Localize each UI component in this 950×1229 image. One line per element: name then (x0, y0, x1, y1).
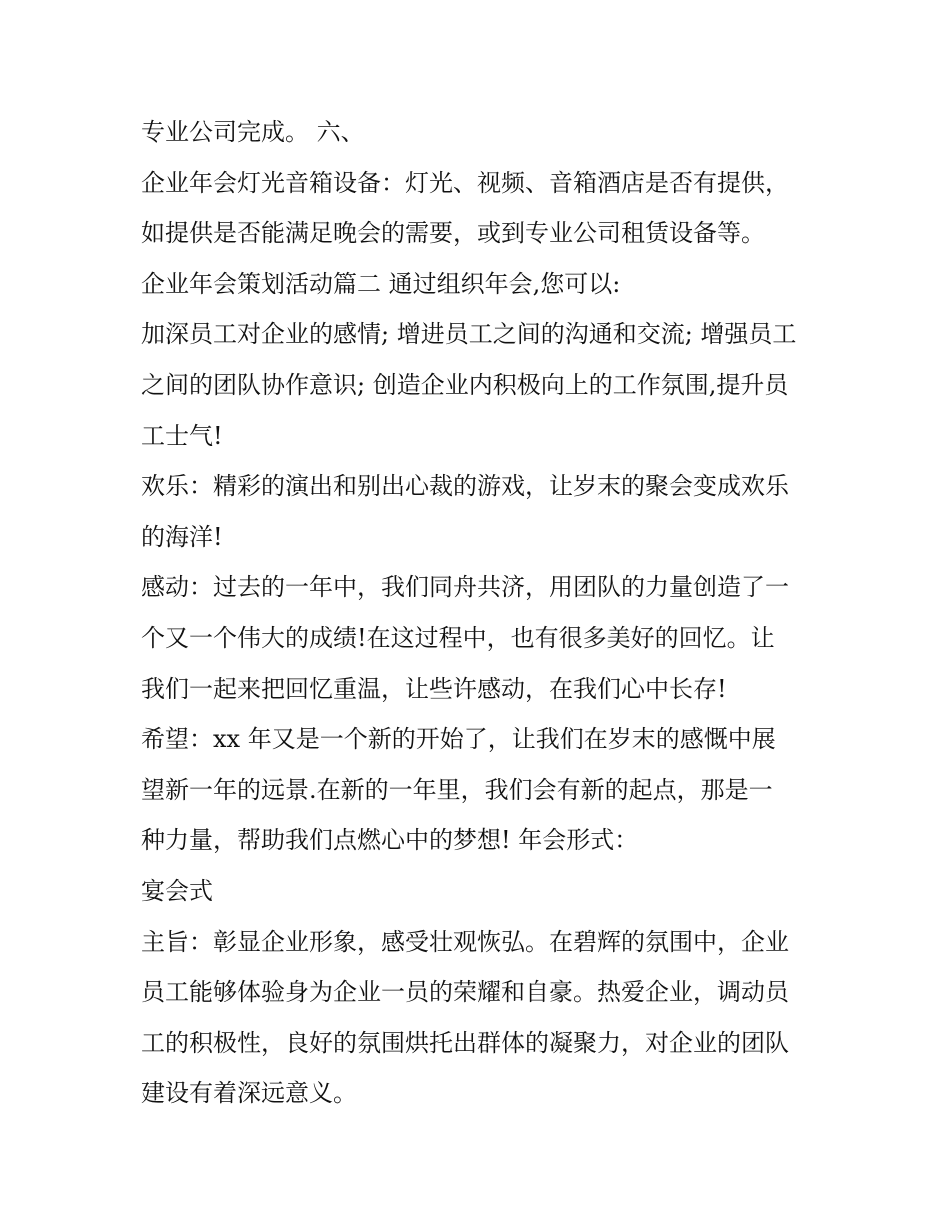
text-line: 望新一年的远景.在新的一年里，我们会有新的起点，那是一 (141, 775, 773, 804)
text-line: 工士气! (141, 421, 223, 450)
text-line: 个又一个伟大的成绩!在这过程中，也有很多美好的回忆。让 (141, 623, 775, 652)
text-line: 加深员工对企业的感情; 增进员工之间的沟通和交流; 增强员工 (141, 320, 797, 349)
text-line: 的海洋! (141, 522, 223, 551)
text-line: 希望：xx 年又是一个新的开始了，让我们在岁末的感慨中展 (141, 725, 776, 754)
text-line: 工的积极性，良好的氛围烘托出群体的凝聚力，对企业的团队 (141, 1028, 789, 1057)
document-body (141, 107, 821, 1119)
text-line: 种力量，帮助我们点燃心中的梦想! 年会形式： (141, 826, 639, 855)
text-line: 企业年会策划活动篇二 通过组织年会,您可以: (141, 269, 621, 298)
text-line: 员工能够体验身为企业一员的荣耀和自豪。热爱企业，调动员 (141, 978, 789, 1007)
text-line: 我们一起来把回忆重温，让些许感动，在我们心中长存! (141, 674, 727, 703)
text-line: 如提供是否能满足晚会的需要，或到专业公司租赁设备等。 (141, 219, 765, 248)
section-heading: 宴会式 (141, 876, 213, 905)
text-line: 欢乐：精彩的演出和别出心裁的游戏，让岁末的聚会变成欢乐 (141, 472, 789, 501)
text-line: 企业年会灯光音箱设备：灯光、视频、音箱酒店是否有提供， (141, 168, 789, 197)
text-line: 专业公司完成。 六、 (141, 118, 365, 146)
text-line: 建设有着深远意义。 (141, 1079, 357, 1108)
text-line: 之间的团队协作意识; 创造企业内积极向上的工作氛围,提升员 (141, 370, 789, 399)
text-line: 主旨：彰显企业形象，感受壮观恢弘。在碧辉的氛围中，企业 (141, 927, 789, 956)
text-line: 感动：过去的一年中，我们同舟共济，用团队的力量创造了一 (141, 573, 789, 602)
